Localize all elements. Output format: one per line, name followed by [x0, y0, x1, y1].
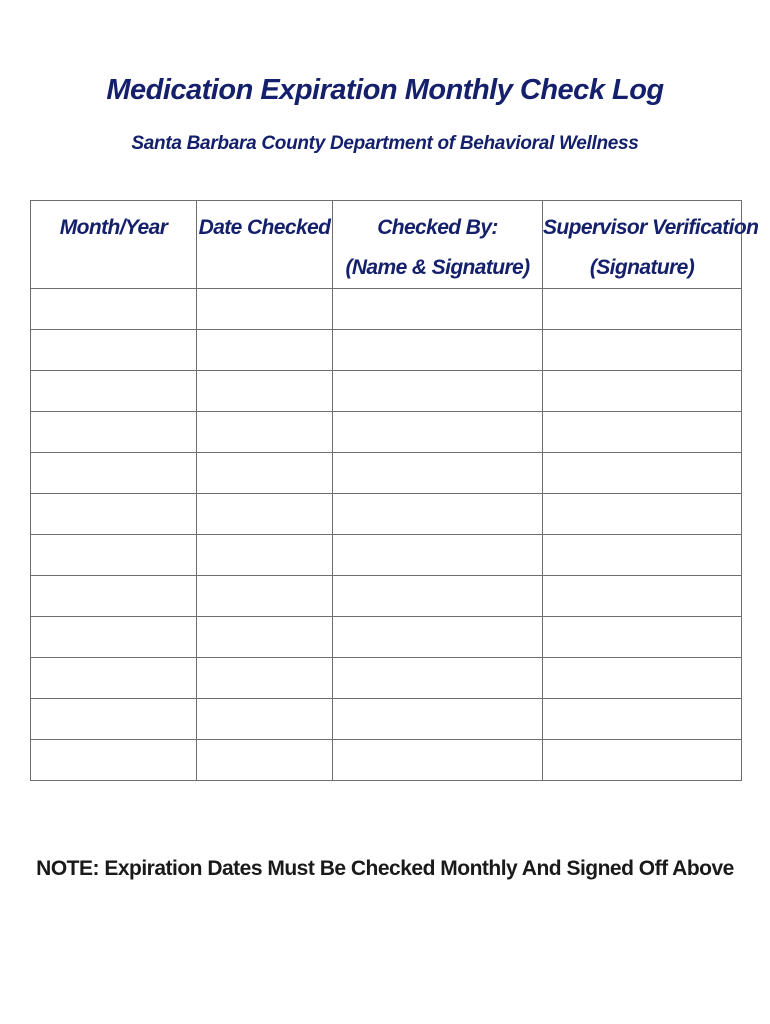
table-row — [31, 412, 742, 453]
table-row — [31, 330, 742, 371]
cell-month-year[interactable] — [31, 453, 197, 494]
cell-month-year[interactable] — [31, 494, 197, 535]
column-header-line: Date Checked — [198, 216, 331, 239]
check-log-table — [30, 200, 759, 781]
column-header-line: Month/Year — [59, 216, 168, 239]
cell-checked-by[interactable] — [333, 330, 543, 371]
cell-checked-by[interactable] — [333, 617, 543, 658]
cell-supervisor-verification[interactable] — [543, 740, 742, 781]
table-row — [31, 740, 742, 781]
cell-date-checked[interactable] — [197, 371, 333, 412]
cell-checked-by[interactable] — [333, 371, 543, 412]
table-row — [31, 453, 742, 494]
column-header-month-year — [31, 201, 197, 289]
footer-note: NOTE: Expiration Dates Must Be Checked Monthly And Signed Off Above — [36, 857, 734, 880]
cell-supervisor-verification[interactable] — [543, 535, 742, 576]
cell-checked-by[interactable] — [333, 453, 543, 494]
cell-date-checked[interactable] — [197, 699, 333, 740]
cell-date-checked[interactable] — [197, 576, 333, 617]
page-title: Medication Expiration Monthly Check Log — [106, 74, 664, 106]
table-row — [31, 658, 742, 699]
cell-month-year[interactable] — [31, 576, 197, 617]
column-header-line: (Signature) — [589, 256, 695, 279]
cell-month-year[interactable] — [31, 535, 197, 576]
column-header-checked-by — [333, 201, 543, 289]
table-row — [31, 371, 742, 412]
cell-supervisor-verification[interactable] — [543, 699, 742, 740]
cell-month-year[interactable] — [31, 617, 197, 658]
cell-date-checked[interactable] — [197, 330, 333, 371]
column-header-line: (Name & Signature) — [345, 256, 530, 279]
cell-checked-by[interactable] — [333, 740, 543, 781]
column-header-date-checked — [197, 201, 333, 289]
cell-supervisor-verification[interactable] — [543, 330, 742, 371]
column-header-line: Checked By: — [377, 216, 498, 239]
table-row — [31, 494, 742, 535]
cell-date-checked[interactable] — [197, 535, 333, 576]
table-header-row — [31, 201, 742, 289]
cell-checked-by[interactable] — [333, 699, 543, 740]
cell-supervisor-verification[interactable] — [543, 453, 742, 494]
cell-month-year[interactable] — [31, 740, 197, 781]
table-body — [31, 289, 742, 781]
table-row — [31, 699, 742, 740]
column-header-line: Supervisor Verification — [543, 216, 759, 239]
page-subtitle: Santa Barbara County Department of Behavioral Wellness — [131, 133, 639, 154]
cell-supervisor-verification[interactable] — [543, 617, 742, 658]
cell-supervisor-verification[interactable] — [543, 412, 742, 453]
cell-checked-by[interactable] — [333, 658, 543, 699]
cell-date-checked[interactable] — [197, 412, 333, 453]
cell-supervisor-verification[interactable] — [543, 658, 742, 699]
cell-date-checked[interactable] — [197, 494, 333, 535]
table-row — [31, 576, 742, 617]
cell-date-checked[interactable] — [197, 658, 333, 699]
table-row — [31, 617, 742, 658]
cell-checked-by[interactable] — [333, 535, 543, 576]
cell-supervisor-verification[interactable] — [543, 371, 742, 412]
table-row — [31, 289, 742, 330]
cell-supervisor-verification[interactable] — [543, 576, 742, 617]
cell-date-checked[interactable] — [197, 740, 333, 781]
cell-supervisor-verification[interactable] — [543, 289, 742, 330]
cell-date-checked[interactable] — [197, 617, 333, 658]
cell-month-year[interactable] — [31, 412, 197, 453]
cell-month-year[interactable] — [31, 658, 197, 699]
cell-checked-by[interactable] — [333, 289, 543, 330]
cell-date-checked[interactable] — [197, 289, 333, 330]
cell-checked-by[interactable] — [333, 494, 543, 535]
cell-checked-by[interactable] — [333, 412, 543, 453]
cell-month-year[interactable] — [31, 330, 197, 371]
cell-month-year[interactable] — [31, 289, 197, 330]
table-row — [31, 535, 742, 576]
cell-checked-by[interactable] — [333, 576, 543, 617]
cell-supervisor-verification[interactable] — [543, 494, 742, 535]
cell-month-year[interactable] — [31, 371, 197, 412]
cell-month-year[interactable] — [31, 699, 197, 740]
column-header-supervisor-verification — [543, 201, 759, 289]
cell-date-checked[interactable] — [197, 453, 333, 494]
